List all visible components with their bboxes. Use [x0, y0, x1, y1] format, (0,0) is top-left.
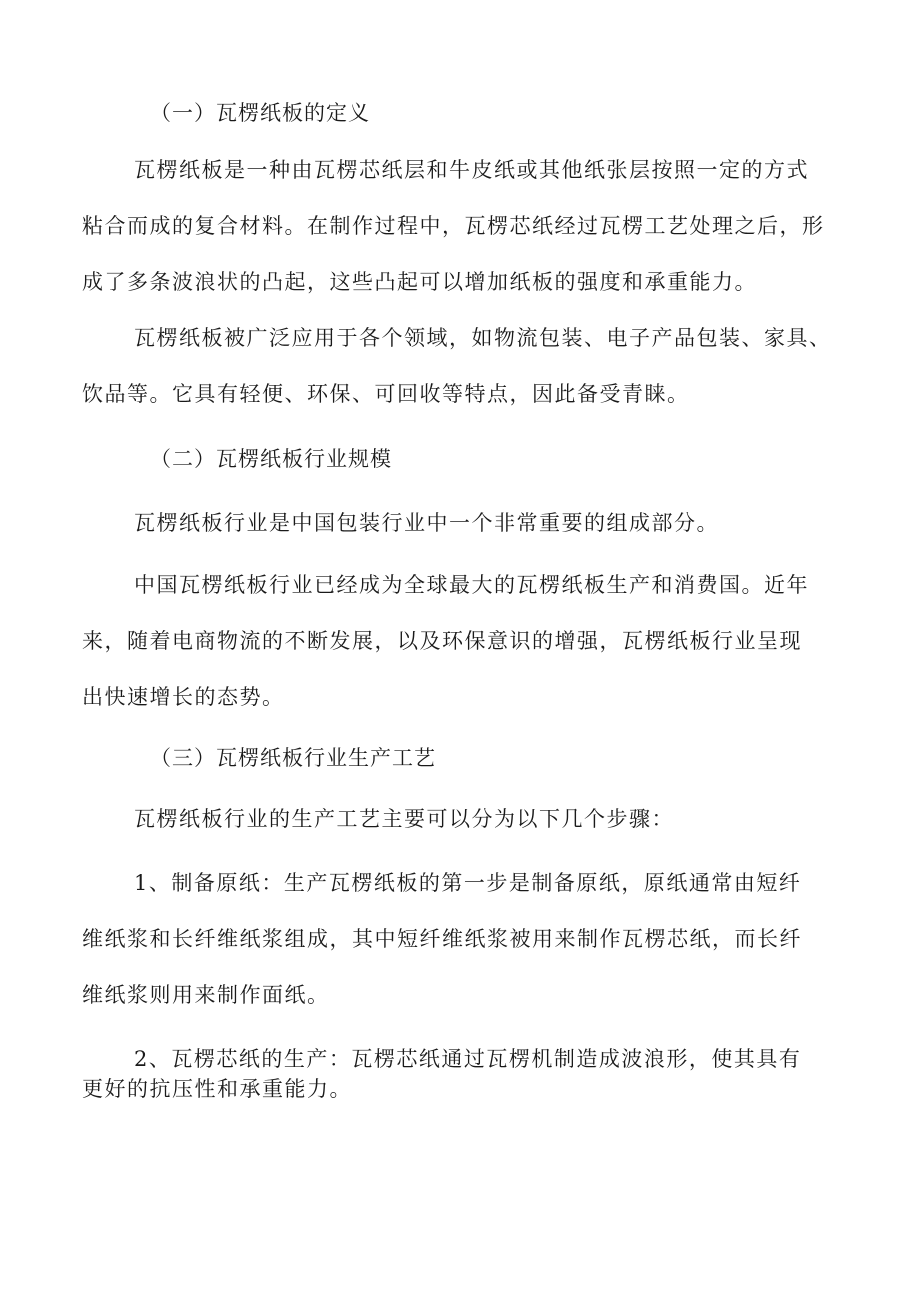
section-heading-2: （二）瓦楞纸板行业规模 [150, 447, 392, 471]
paragraph-line: 1、制备原纸：生产瓦楞纸板的第一步是制备原纸，原纸通常由短纤 [134, 871, 802, 895]
paragraph-line: 饮品等。它具有轻便、环保、可回收等特点，因此备受青睐。 [82, 382, 690, 406]
paragraph-line: 维纸浆和长纤维纸浆组成，其中短纤维纸浆被用来制作瓦楞芯纸，而长纤 [82, 927, 802, 951]
paragraph-line: 瓦楞纸板被广泛应用于各个领域，如物流包装、电子产品包装、家具、 [134, 326, 832, 350]
paragraph-scale-1 [82, 510, 842, 536]
section-heading-3: （三）瓦楞纸板行业生产工艺 [150, 746, 436, 770]
paragraph-line: 瓦楞纸板行业的生产工艺主要可以分为以下几个步骤： [134, 807, 674, 831]
paragraph-process-step-1 [82, 870, 842, 1008]
paragraph-process-step-2 [82, 1046, 842, 1102]
paragraph-line: 瓦楞纸板行业是中国包装行业中一个非常重要的组成部分。 [134, 511, 719, 535]
paragraph-line: 来，随着电商物流的不断发展，以及环保意识的增强，瓦楞纸板行业呈现 [82, 629, 802, 653]
paragraph-process-intro [82, 806, 842, 832]
paragraph-line: 2、瓦楞芯纸的生产：瓦楞芯纸通过瓦楞机制造成波浪形，使其具有 [134, 1047, 802, 1071]
paragraph-line: 粘合而成的复合材料。在制作过程中，瓦楞芯纸经过瓦楞工艺处理之后，形 [82, 214, 825, 238]
paragraph-scale-2 [82, 572, 842, 710]
paragraph-line: 维纸浆则用来制作面纸。 [82, 983, 330, 1007]
paragraph-definition-1 [82, 157, 842, 295]
paragraph-line: 瓦楞纸板是一种由瓦楞芯纸层和牛皮纸或其他纸张层按照一定的方式 [134, 158, 809, 182]
paragraph-line: 更好的抗压性和承重能力。 [82, 1077, 352, 1101]
section-heading-1: （一）瓦楞纸板的定义 [150, 101, 370, 125]
paragraph-line: 中国瓦楞纸板行业已经成为全球最大的瓦楞纸板生产和消费国。近年 [134, 573, 809, 597]
paragraph-definition-2 [82, 325, 842, 407]
paragraph-line: 成了多条波浪状的凸起，这些凸起可以增加纸板的强度和承重能力。 [82, 270, 757, 294]
paragraph-line: 出快速增长的态势。 [82, 685, 285, 709]
